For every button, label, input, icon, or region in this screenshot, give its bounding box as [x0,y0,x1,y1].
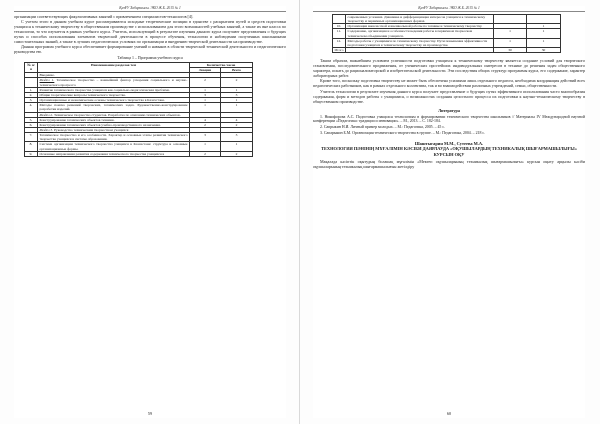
cell-topic [346,48,494,53]
table-row [333,48,561,53]
paragraph: Мақалада кәсіптік оқытудың болашақ мұғалімін «Мектеп оқушыларының техникалық шығармашылығы» курсын оқыту арқылы кәсіби оқушыларының техникалық шығармашылығын жетілдіру [313,158,585,169]
table-caption: Таблица 1 – Программа учебного курса [117,56,183,61]
program-table [24,62,253,157]
cell-total: 2 [221,122,253,127]
cell-lectures: 1 [190,142,221,151]
program-table-continued [332,14,561,53]
running-head-left: ҚазҰУ Хабаршысы. ЭКО Ж.Б. 2015 № 1 [119,6,181,10]
cell-lectures: 2 [190,151,221,156]
cell-topic: Методы поиска решений творческих, технических задач. Художественно-конструирование разработки изделий. [39,103,188,112]
article-title: ТЕХНОЛОГИЯ ПӘНІНІҢ МҰҒАЛІМІН КӘСІБИ ДАЯРЛАУДА «ОҚУШЫЛАРДЫҢ ТЕХНИКАЛЫҚ ШЫҒАРМАШЫЛЫҒЫ» КУРСЫН ОҚУ [321,146,577,157]
header-hours: Количество часов [190,62,253,67]
table-row [333,15,561,24]
cell-topic: Система организации технического творчества учащихся в Казахстане: структура и основные организационные формы. [39,142,188,151]
table-row [25,78,253,87]
paragraph: Учитель технологии в результате изучения данного курса получает представление о будущих путях эффективного использования часто многообразия содержания, форм и методов работы с учащимися, о возможностях создания целостного процесса их подготовки к научно-техническому творчеству в общественном производстве. [313,88,585,104]
cell-total: 2 [221,78,253,87]
cell-topic: Организация внеклассной и внешкольной работы по технике и техническому творчеству. [346,24,494,29]
literature-heading: Литература [438,107,460,113]
header-number: № п/п [25,62,38,72]
cell-total: 1 [221,98,253,103]
cell-lectures: 2 [190,78,221,87]
cell-lectures: 4 [190,117,221,122]
article-intro [313,159,585,169]
article-authors: Шаштыгарин М.М., Сутеева М.А. [414,141,484,147]
cell-lectures: 1 [494,29,527,38]
paragraph: Данная программа учебного курса обеспечивает формирование умений и навыков в области творческой технической деятельности и педагогического руководства ею. [14,44,286,55]
cell-number [25,78,38,87]
cell-number: 7. [25,133,38,142]
cell-lectures: 1 [494,38,527,47]
paragraph: Таким образом, важнейшим условием успешности подготовки учащихся к техническому творчеству является создание условий для творческого становления, последовательного продвижения, от ученических простейших индивидуальных интересов в технике до решения задач общественного характера, искать до рационализаторской и изобретательской деятельности. Эти последствия общих структур программы курса, его содержание, характер лабораторных работ. [313,58,585,79]
running-head-rule [313,11,585,12]
left-page [14,6,286,418]
literature-list [313,115,585,136]
cell-lectures: 3 [190,133,221,142]
header-topic: Наименование разделов тем [38,62,190,72]
paragraph: организации соответствующих факультативных занятий с привлечением специалистов-технологов [4]. [14,14,194,19]
cell-lectures: 30 [494,48,527,53]
cell-total: 1 [221,142,253,151]
header-lectures: Лекции [190,68,221,73]
cell-number: 2. [25,92,38,97]
cell-number: 10. [333,24,346,29]
cell-number: 8. [25,142,38,151]
table-row [25,133,253,142]
cell-total: 1 [221,103,253,112]
cell-topic: Содержание, организация и особенности ведения работы в первичном творческом техническом объединении учащихся. [346,29,494,38]
paragraph: С учетом этого в данном учебном курсе рассматриваются исходные теоретические позиции в единстве с раскрытием путей и средств подготовки учащихся к техническому творчеству в общественном производстве с использованием для этого возможностей учебных занятий, а также их вне класса по технологии, то что изучается в рамках учебного курса. Учитель, использующий в результате изучения данного курса получают представления о будущих путях и способах использования элементов творческой деятельности в процессе обучения, технологии и наблюдении полученных школьниками самостоятельных знаний, а также в лучших педагогических условиях по организации и внедрению творческой деятельности на производстве. [14,19,286,45]
cell-lectures [494,15,527,24]
cell-topic: Организационные и экономические основы технического творчества в Казахстане. [38,98,190,103]
cell-topic: Общие теоретические вопросы технического творчества. [38,92,190,97]
right-page [313,6,585,418]
table-row [25,103,253,112]
cell-number: 5. [25,117,38,122]
page-number-right: 60 [446,411,452,416]
table-row [25,151,253,156]
cell-total: 3 [221,92,253,97]
cell-topic: Введение. [38,73,190,78]
cell-number [333,15,346,24]
cell-topic: Развитие технического творчества учащихся как социально-педагогическая проблема. [38,87,190,92]
cell-number: 11. [333,29,346,38]
cell-total: 1 [527,29,561,38]
cell-total [527,15,561,24]
paragraph: Кроме того, поскольку подготовка творчеству не может быть обеспечена усилиями лишь отдельного педагога, необходима координация действий всех педагогических работников, как в рамках отдельного коллектива, так и во взаимодействии различных учреждений, семьи, общественности. [313,78,585,89]
page-number-left: 59 [147,411,153,416]
cell-topic: Основные направления развития содержания технического творчества учащихся в [38,151,190,156]
cell-number: 4. [25,103,38,112]
running-head-rule [14,11,286,12]
table-row [333,38,561,47]
cell-lectures: 1 [190,98,221,103]
cell-topic: Конструирование технических объектов учебно-производственного назначения. [38,122,190,127]
literature-item: 1. Никифорова А.С. Подготовка учащихся технологиям в формировании технического творчества школьников // Материалы IV Международной научной конференции «Педагогика: традиции и инновации». – М., 2013. – С. 182-184. [313,114,585,124]
cell-total: 30 [527,48,561,53]
cell-topic: современных условиях. Динамика и дифференциация интересов учащихся к техническому творчеству и первичных организационных формах. [346,15,494,24]
cell-total: 1 [527,38,561,47]
cell-lectures: 1 [190,87,221,92]
cell-total: 4 [221,117,253,122]
program-table-body [25,73,253,157]
right-body-text [313,58,585,103]
cell-total: 3 [221,133,253,142]
table-row [333,29,561,38]
cell-number: 3. [25,98,38,103]
cell-number: 6. [25,122,38,127]
cell-topic: Раздел 3. Руководство техническим творчеством учащихся [38,128,190,133]
cell-topic: Методы работы с учащимися по техническому творчеству. Пути повышения эффективности подготовки учащихся к техническому творчеству на производстве. [346,38,494,47]
cell-number: 9. [25,151,38,156]
cell-topic: Раздел 1. Техническое творчество – важнейший фактор ускорения социального и научно-технического прогресса [39,78,188,87]
cell-number: Итого [333,48,346,53]
cell-number: 1. [25,87,38,92]
literature-item: 2. Сапрыкин Н.И. Личный пример молодых. – М.: Педагогика, 2005. – 45 с. [320,125,446,130]
cell-total: 1 [221,87,253,92]
table-header-row [25,62,253,67]
cell-topic: Раздел 2. Техническое творчество студентов. Разработка по описанию технических объектов. [38,112,190,117]
header-total: Всего [221,68,253,73]
cell-lectures: 3 [190,92,221,97]
cell-total: 2 [221,151,253,156]
cell-topic: Техническое творчество и его особенности. Характер и основные этапы развития технического творчества учащихся в системе образования. [39,133,188,142]
running-head-right: ҚазҰУ Хабаршысы. ЭКО Ж.Б. 2015 № 1 [418,6,480,10]
literature-item: 3. Сапарыкин Б.М. Организация технического творчества в группе. – М.: Педагогика, 2004. – 218 с. [320,130,486,135]
cell-lectures: 2 [190,122,221,127]
continued-table-body [333,15,561,53]
cell-total: 1 [527,24,561,29]
page-gutter [299,0,300,424]
cell-topic: Конструирование технических объектов техники. [38,117,190,122]
cell-number: 12. [333,38,346,47]
left-body-text [14,14,286,54]
table-row [25,142,253,151]
cell-lectures: 1 [190,103,221,112]
